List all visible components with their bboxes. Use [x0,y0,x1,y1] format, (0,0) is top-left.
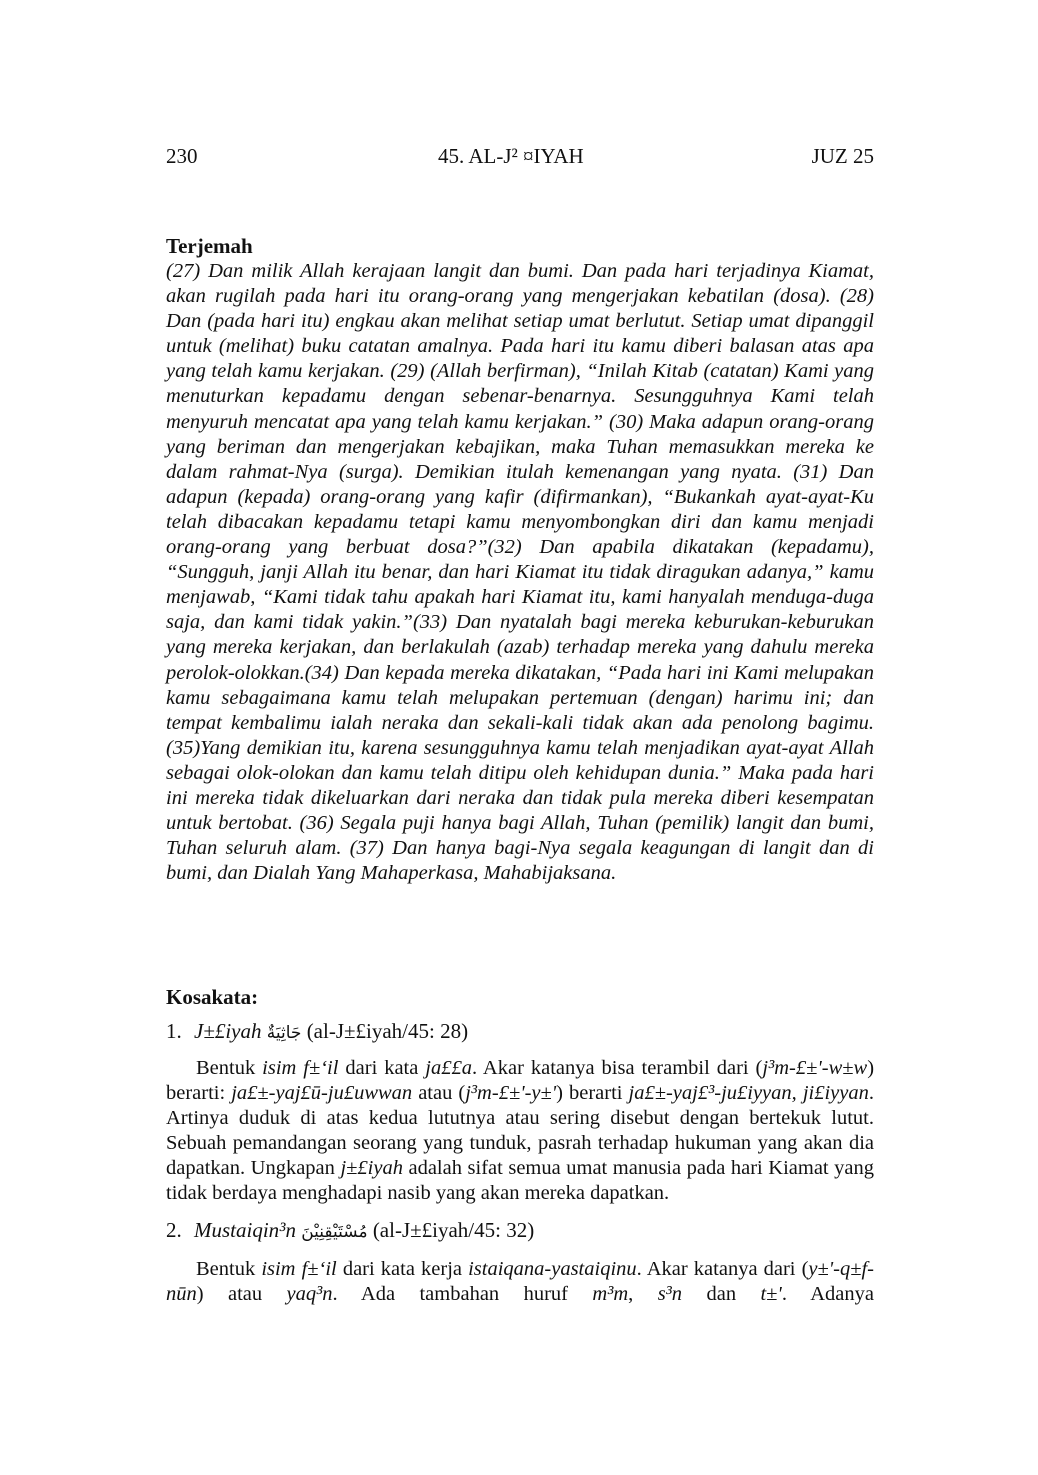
text-segment: . Ada tambahan huruf [332,1283,593,1305]
arabic-term: جَاثِيَةٌ [266,1023,302,1043]
running-header [166,144,874,174]
text-segment: atau ( [412,1082,466,1104]
italic-term: j³m-£±'-y±' [465,1082,557,1104]
text-segment: . Adanya [781,1283,874,1305]
surah-title: 45. AL-J² ¤IYAH [438,144,584,168]
verse-reference: (al-J±£iyah/45: 28) [306,1019,469,1043]
text-segment: ) berarti [556,1082,629,1104]
vocab-term: Mustaiqin³n [194,1218,296,1242]
vocab-item-1 [166,1019,874,1044]
italic-term: istaiqana-yastaiqinu [468,1258,637,1280]
translation-text: (27) Dan milik Allah kerajaan langit dan bumi. Dan pada hari terjadinya Kiamat, akan rugilah pada hari itu orang-orang yang mengerjakan kebatilan (dosa). (28) Dan (pada hari itu) engkau akan melihat setiap umat berlutut. Setiap umat dipanggil untuk (melihat) buku catatan amalnya. Pada hari itu kamu diberi balasan atas apa yang telah kamu kerjakan. (29) (Allah berfirman), “Inilah Kitab (catatan) Kami yang menuturkan kepadamu dengan sebenar-benarnya. Sesungguhnya Kami telah menyuruh mencatat apa yang telah kamu kerjakan.” (30) Maka adapun orang-orang yang beriman dan mengerjakan kebajikan, maka Tuhan memasukkan mereka ke dalam rahmat-Nya (surga). Demikian itulah kemenangan yang nyata. (31) Dan adapun (kepada) orang-orang yang kafir (difirmankan), “Bukankah ayat-ayat-Ku telah dibacakan kepadamu tetapi kamu menyombongkan diri dan kamu menjadi orang-orang yang berbuat dosa?”(32) Dan apabila dikatakan (kepadamu), “Sungguh, janji Allah itu benar, dan hari Kiamat itu tidak diragukan adanya,” kamu menjawab, “Kami tidak tahu apakah hari Kiamat itu, kami hanyalah menduga-duga saja, dan kami tidak yakin.”(33) Dan nyatalah bagi mereka keburukan-keburukan yang mereka kerjakan, dan berlakulah (azab) terhadap mereka yang dahulu mereka perolok-olokkan.(34) Dan kepada mereka dikatakan, “Pada hari ini Kami melupakan kamu sebagaimana kamu telah melupakan pertemuan (dengan) harimu ini; dan tempat kembalimu ialah neraka dan sekali-kali tidak akan ada penolong bagimu. (35)Yang demikian itu, karena sesungguhnya kamu telah menjadikan ayat-ayat Allah sebagai olok-olokan dan kamu telah ditipu oleh kehidupan dunia.” Maka pada hari ini mereka tidak dikeluarkan dari neraka dan tidak pula mereka diberi kesempatan untuk bertobat. (36) Segala puji hanya bagi Allah, Tuhan (pemilik) langit dan bumi, Tuhan seluruh alam. (37) Dan hanya bagi-Nya segala keagungan di langit dan di bumi, dan Dialah Yang Mahaperkasa, Mahabijaksana. [166,260,874,885]
kosakata-section [166,985,874,1307]
text-segment: dan [682,1283,761,1305]
italic-term: ja£±-yaj£ū-ju£uwwan [231,1082,413,1104]
verse-reference: (al-J±£iyah/45: 32) [372,1218,535,1242]
text-segment: , [628,1283,658,1305]
text-segment: Bentuk [196,1258,262,1280]
arabic-term: مُسْتَيْقِنِيْنَ [301,1222,368,1242]
terjemah-heading: Terjemah [166,234,253,258]
text-segment: adalah sifat semua umat manusia pada hari Kiamat yang tidak berdaya menghadapi nasib yang akan mereka dapatkan. [166,1157,874,1204]
italic-term: y±'-q±f-nūn [166,1258,875,1305]
italic-term: yaq³n [286,1283,333,1305]
text-segment: ) berarti: [166,1057,875,1104]
italic-term: j³m-£±'-w±w [762,1057,868,1079]
vocab-item-2 [166,1218,874,1243]
item-number: 1. [166,1019,182,1043]
text-segment: dari kata kerja [336,1258,469,1280]
text-segment: . Akar katanya dari ( [636,1258,809,1280]
italic-term: t±' [760,1283,782,1305]
italic-term: m³m [592,1283,629,1305]
italic-term: ja££a [425,1057,472,1079]
italic-term: isim f±‘il [262,1057,339,1079]
vocab-explanation-2 [166,1257,874,1307]
italic-term: s³n [657,1283,683,1305]
kosakata-heading: Kosakata: [166,985,259,1009]
page-number: 230 [166,144,198,168]
vocab-explanation-1 [166,1056,874,1206]
text-segment: . Akar katanya bisa terambil dari ( [472,1057,763,1079]
text-segment: Bentuk [196,1057,263,1079]
item-number: 2. [166,1218,182,1242]
italic-term: isim f±‘il [261,1258,337,1280]
juz-label: JUZ 25 [811,144,874,168]
text-segment: dari kata [338,1057,426,1079]
vocab-term: J±£iyah [194,1019,262,1043]
italic-term: j±£iyah [340,1157,403,1179]
text-segment: ) atau [196,1283,287,1305]
terjemah-section [166,234,874,886]
text-segment: . Artinya duduk di atas kedua lututnya atau sering disebut dengan bertekuk lutut. Sebuah pemandangan seorang yang tunduk, pasrah terhadap hukuman yang akan dia dapatkan. Ungkapan [166,1082,874,1179]
italic-term: ja£±-yaj£³-ju£iyyan, ji£iyyan [628,1082,869,1104]
